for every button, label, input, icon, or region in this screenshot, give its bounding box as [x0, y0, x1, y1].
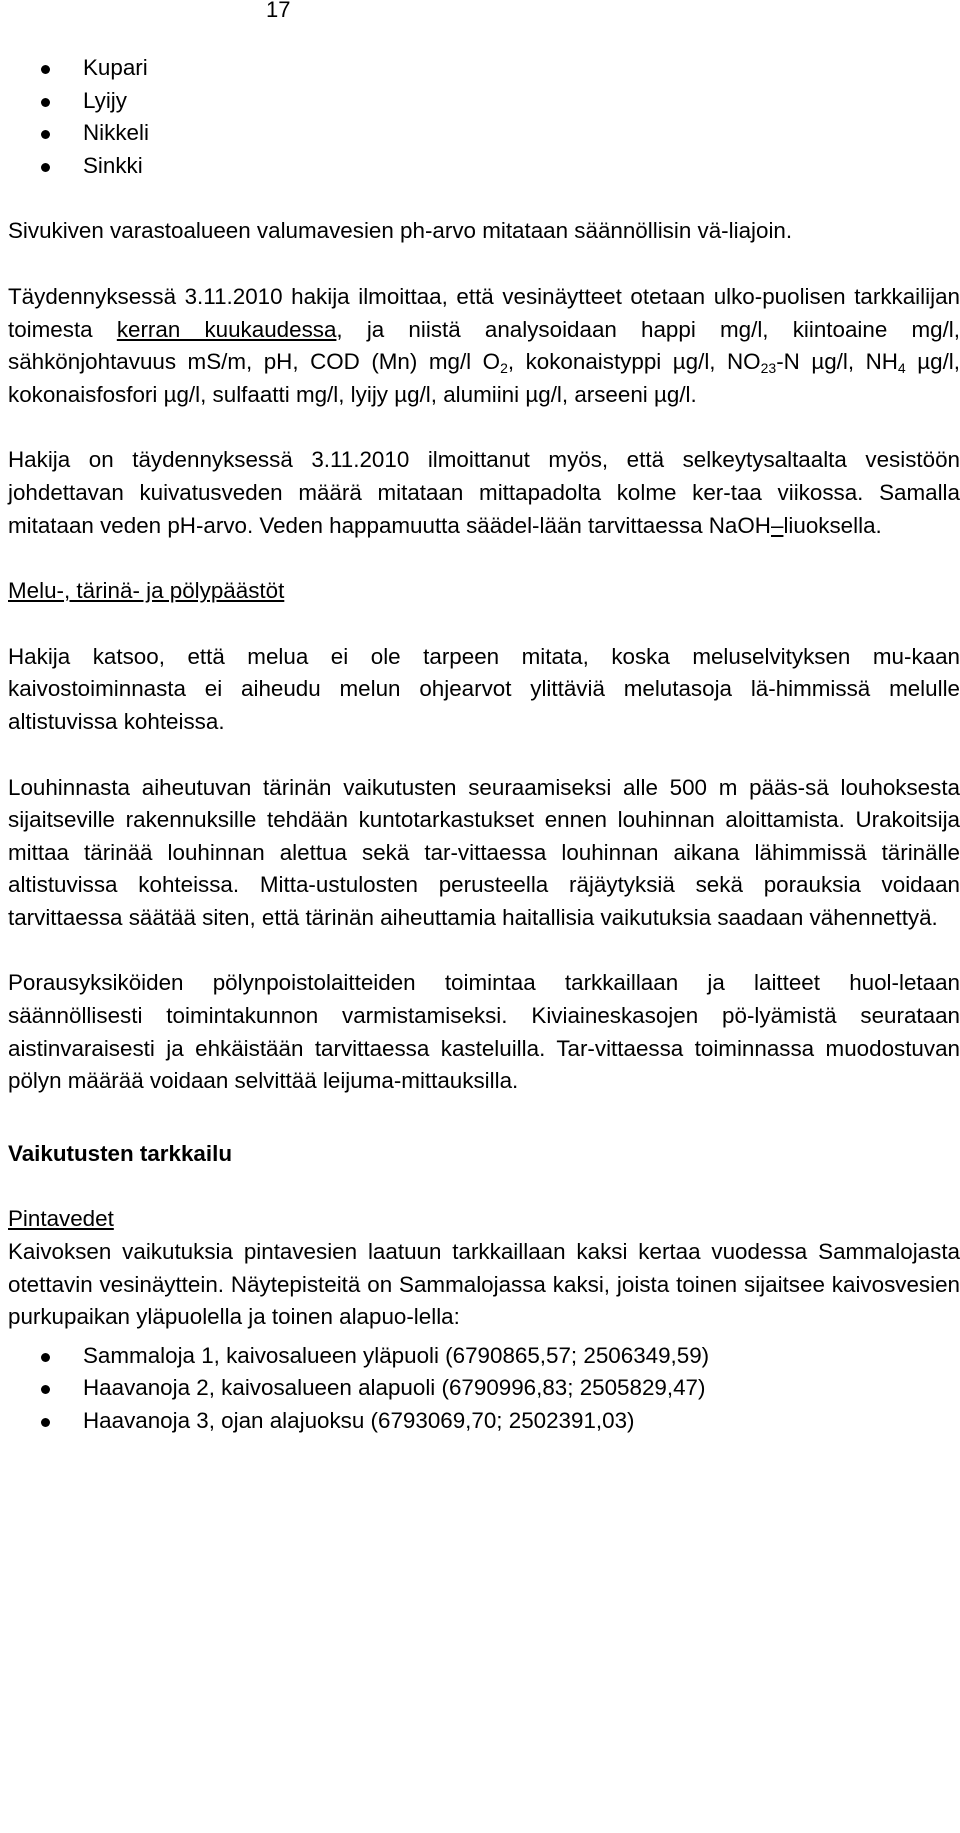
ph-paragraph: Sivukiven varastoalueen valumavesien ph-arvo mitataan säännöllisin vä-liajoin. — [8, 218, 793, 244]
metals-list — [8, 52, 960, 182]
vibration-paragraph: Louhinnasta aiheutuvan tärinän vaikutusten seuraamiseksi alle 500 m pääs-sä louhoksesta sijaitseville rakennuksille tehdään kuntotarkastukset ennen louhinnan aloittamista. Urakoitsija mittaa tärinää louhinnan alettua sekä tar-vittaessa louhinnan aikana lähimmissä tärinälle altistuvissa kohteissa. Mitta-ustulosten perusteella räjäytyksiä sekä porauksia voidaan tarvittaessa säätää siten, että tärinän aiheuttamia haitallisia vaikutuksia saadaan vähennettyä. — [8, 774, 960, 930]
list-item: Kupari — [8, 52, 960, 85]
list-item: Sammaloja 1, kaivosalueen yläpuoli (6790865,57; 2506349,59) — [8, 1340, 960, 1373]
clarification-text-1: Hakija on täydennyksessä 3.11.2010 ilmoittanut myös, että selkeytysaltaalta vesistöön johdettavan kuivatusveden määrä mitataan mittapadolta kolme ker-taa viikossa. Samalla mitataan veden pH-arvo. Veden happamuutta säädel-lään tarvittaessa NaOH — [8, 447, 960, 538]
sampling-points-list — [8, 1340, 960, 1438]
supplement-text-2: , ja niistä analysoidaan happi mg/l, kiintoaine mg/l, sähkönjohtavuus mS/m, pH, COD (Mn) mg/l O — [8, 316, 960, 375]
emissions-heading: Melu-, tärinä- ja pölypäästöt — [8, 578, 285, 604]
subscript-no: 23 — [760, 360, 777, 377]
list-item: Sinkki — [8, 150, 960, 183]
supplement-paragraph — [8, 281, 960, 411]
subscript-o2: 2 — [500, 360, 508, 377]
list-item: Nikkeli — [8, 117, 960, 150]
page-number: 17 — [266, 0, 291, 22]
list-item: Lyijy — [8, 85, 960, 118]
list-item: Haavanoja 3, ojan alajuoksu (6793069,70; 2502391,03) — [8, 1405, 960, 1438]
supplement-text-1: Täydennyksessä 3.11.2010 hakija ilmoittaa, että vesinäytteet otetaan ulko-puolisen tarkkailijan toimesta — [8, 283, 960, 342]
document-body — [8, 52, 960, 1438]
list-item: Haavanoja 2, kaivosalueen alapuoli (6790996,83; 2505829,47) — [8, 1372, 960, 1405]
frequency-underlined: kerran kuukaudessa — [116, 316, 337, 342]
supplement-text-3: , kokonaistyppi µg/l, NO — [507, 349, 761, 375]
supplement-text-5: µg/l, kokonaisfosfori µg/l, sulfaatti mg/l, lyijy µg/l, alumiini µg/l, arseeni µg/l. — [8, 349, 960, 407]
surface-water-heading: Pintavedet — [8, 1206, 114, 1232]
clarification-text-2: liuoksella. — [783, 512, 882, 538]
monitoring-heading: Vaikutusten tarkkailu — [8, 1140, 232, 1166]
subscript-nh: 4 — [897, 360, 906, 377]
dust-paragraph: Porausyksiköiden pölynpoistolaitteiden toimintaa tarkkaillaan ja laitteet huol-letaan säännöllisesti toimintakunnon varmistamiseksi. Kiviaineskasojen pö-lyämistä seurataan aistinvaraisesti ja ehkäistään tarvittaessa kasteluilla. Tar-vittaessa toiminnassa muodostuvan pölyn määrää voidaan selvittää leijuma-mittauksilla. — [8, 970, 960, 1094]
noise-paragraph: Hakija katsoo, että melua ei ole tarpeen mitata, koska meluselvityksen mu-kaan kaivostoiminnasta ei aiheudu melun ohjearvot ylittäviä melutasoja lä-himmissä melulle altistuvissa kohteissa. — [8, 643, 960, 734]
surface-water-paragraph: Kaivoksen vaikutuksia pintavesien laatuun tarkkaillaan kaksi kertaa vuodessa Sammalojasta otettavin vesinäyttein. Näytepisteitä on Sammalojassa kaksi, joista toinen sijaitsee kaivosvesien purkupaikan yläpuolella ja toinen alapuo-lella: — [8, 1239, 960, 1330]
clarification-paragraph — [8, 444, 960, 542]
clarification-dash: – — [770, 512, 784, 538]
supplement-text-4: -N µg/l, NH — [776, 349, 898, 375]
